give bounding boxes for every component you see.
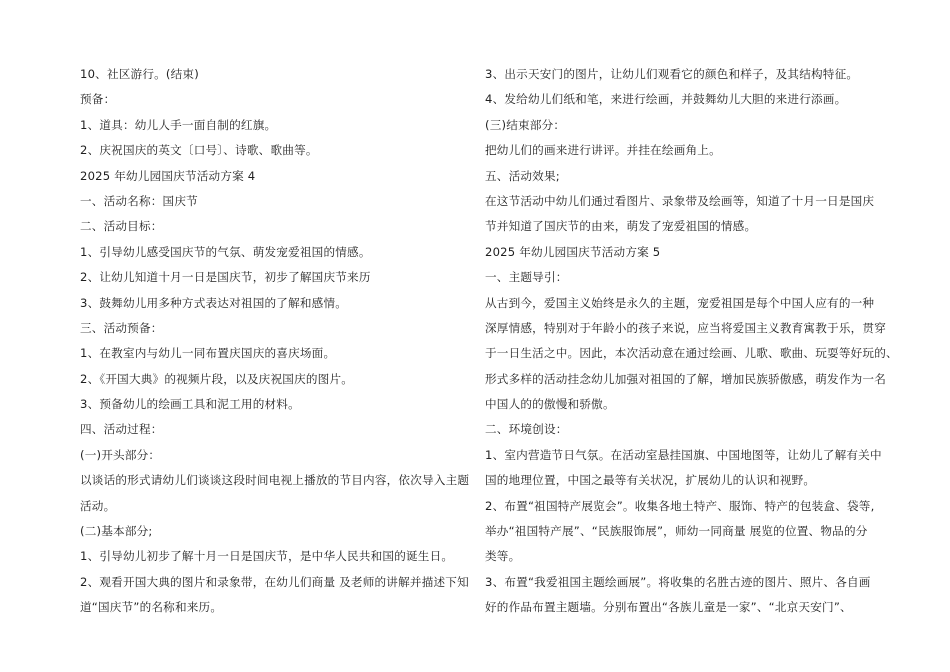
text-line: 在这节活动中幼儿们通过看图片、录象带及绘画等，知道了十月一日是国庆 <box>485 193 875 208</box>
text-line: 二、环境创设： <box>485 422 568 437</box>
text-line: 预备： <box>80 92 116 107</box>
text-line: 国的地理位置，中国之最等有关状况，扩展幼儿的认识和视野。 <box>485 473 816 488</box>
text-line: 2、庆祝国庆的英文〔口号〕、诗歌、歌曲等。 <box>80 143 318 158</box>
right-column <box>485 62 898 621</box>
text-line: 3、预备幼儿的绘画工具和泥工用的材料。 <box>80 397 300 412</box>
text-line: 一、活动名称：国庆节 <box>80 193 198 208</box>
text-line: 深厚情感，特别对于年龄小的孩子来说，应当将爱国主义教育寓教于乐，贯穿 <box>485 320 886 335</box>
text-line: 2、观看开国大典的图片和录象带，在幼儿们商量 及老师的讲解并描述下知 <box>80 574 469 589</box>
text-line: 四、活动过程： <box>80 422 163 437</box>
text-line: 4、发给幼儿们纸和笔，来进行绘画，并鼓舞幼儿大胆的来进行添画。 <box>485 92 847 107</box>
section-heading: 2025 年幼儿园国庆节活动方案 4 <box>80 168 256 183</box>
text-line: 二、活动目标： <box>80 219 163 234</box>
text-line: 中国人的的傲慢和骄傲。 <box>485 397 615 412</box>
text-line: (三)结束部分： <box>485 117 566 132</box>
text-line: 1、引导幼儿初步了解十月一日是国庆节，是中华人民共和国的诞生日。 <box>80 549 454 564</box>
text-line: (一)开头部分： <box>80 447 161 462</box>
text-line: 节并知道了国庆节的由来，萌发了宠爱祖国的情感。 <box>485 219 757 234</box>
text-line: 道“国庆节”的名称和来历。 <box>80 600 223 615</box>
text-line: 3、出示天安门的图片，让幼儿们观看它的颜色和样子，及其结构特征。 <box>485 67 859 81</box>
text-line: 2、布置“祖国特产展览会”。收集各地土特产、服饰、特产的包装盒、袋等, <box>485 498 875 513</box>
text-line: (二)基本部分; <box>80 524 153 539</box>
text-line: 举办“祖国特产展”、“民族服饰展”，师幼一同商量 展览的位置、物品的分 <box>485 524 868 539</box>
text-line: 3、布置“我爱祖国主题绘画展”。将收集的名胜古迹的图片、照片、各自画 <box>485 574 871 589</box>
text-line: 从古到今，爱国主义始终是永久的主题，宠爱祖国是每个中国人应有的一种 <box>485 295 875 310</box>
text-line: 2、《开国大典》的视频片段，以及庆祝国庆的图片。 <box>80 371 354 386</box>
text-line: 类等。 <box>485 549 521 564</box>
text-line: 形式多样的活动挂念幼儿加强对祖国的了解，增加民族骄傲感，萌发作为一名 <box>485 371 886 386</box>
text-line: 1、在教室内与幼儿一同布置庆国庆的喜庆场面。 <box>80 346 336 361</box>
text-line: 1、室内营造节日气氛。在活动室悬挂国旗、中国地图等，让幼儿了解有关中 <box>485 447 882 462</box>
left-column <box>80 62 470 621</box>
text-line: 3、鼓舞幼儿用多种方式表达对祖国的了解和感情。 <box>80 295 348 310</box>
text-line: 好的作品布置主题墙。分别布置出“各族儿童是一家”、“北京天安门”、 <box>485 600 852 615</box>
text-line: 把幼儿们的画来进行讲评。并挂在绘画角上。 <box>485 143 721 158</box>
text-line: 活动。 <box>80 498 116 513</box>
text-line: 1、道具：幼儿人手一面自制的红旗。 <box>80 117 277 132</box>
text-line: 2、让幼儿知道十月一日是国庆节，初步了解国庆节来历 <box>80 270 371 285</box>
text-line: 五、活动效果; <box>485 168 560 183</box>
text-line: 三、活动预备： <box>80 320 163 335</box>
text-line: 1、引导幼儿感受国庆节的气氛、萌发宠爱祖国的情感。 <box>80 244 371 259</box>
text-line: 于一日生活之中。因此，本次活动意在通过绘画、儿歌、歌曲、玩耍等好玩的、 <box>485 346 898 361</box>
text-line: 一、主题导引： <box>485 270 568 285</box>
text-line: 以谈话的形式请幼儿们谈谈这段时间电视上播放的节目内容，依次导入主题 <box>80 473 470 488</box>
text-line: 10、社区游行。(结束) <box>80 67 199 81</box>
section-heading: 2025 年幼儿园国庆节活动方案 5 <box>485 244 661 259</box>
